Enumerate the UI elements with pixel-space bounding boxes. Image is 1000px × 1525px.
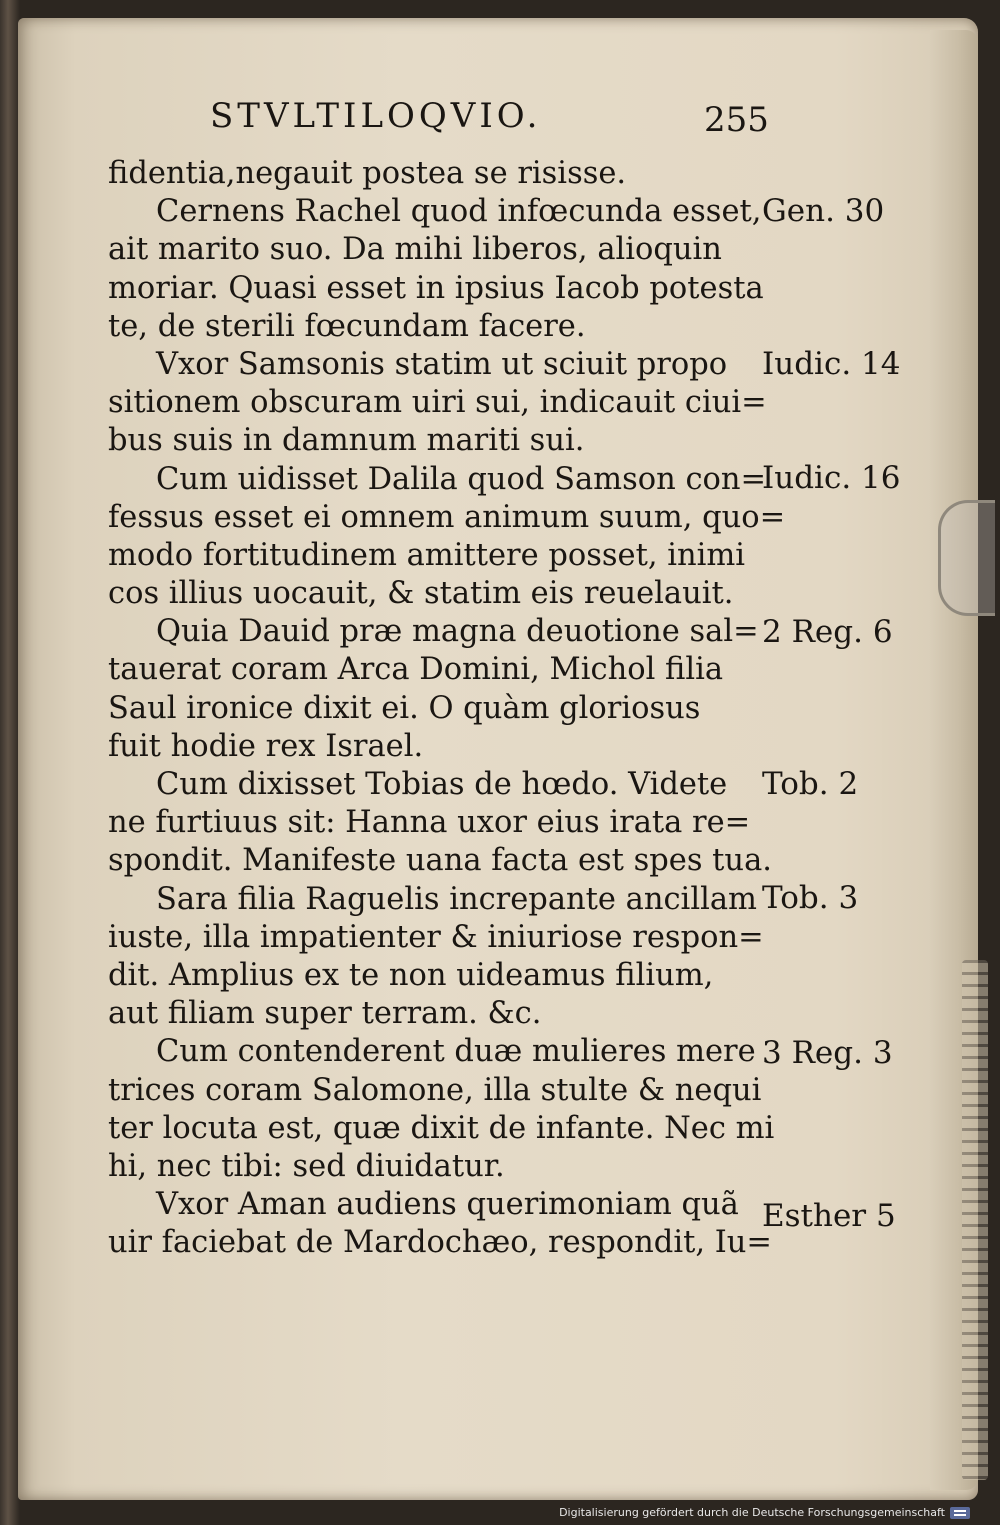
text-line: aut filiam super terram. &c. [108, 996, 542, 1032]
text-line: Sara filia Raguelis increpante ancillam [156, 881, 757, 917]
text-line: moriar. Quasi esset in ipsius Iacob potesta [108, 270, 764, 306]
text-line: dit. Amplius ex te non uideamus filium, [108, 957, 714, 993]
margin-reference: Iudic. 16 [762, 460, 901, 496]
margin-reference: Tob. 3 [762, 880, 859, 916]
credit-text: Digitalisierung gefördert durch die Deutsche Forschungsgemeinschaft [559, 1506, 945, 1519]
page-number: 255 [704, 100, 769, 140]
text-line: iuste, illa impatienter & iniuriose respon= [108, 919, 764, 955]
page-clip [938, 500, 995, 616]
margin-reference: Iudic. 14 [762, 346, 901, 382]
text-line: trices coram Salomone, illa stulte & nequi [108, 1072, 762, 1108]
text-line: modo fortitudinem amittere posset, inimi [108, 537, 746, 573]
text-line: Cernens Rachel quod infœcunda esset, [156, 194, 762, 230]
page-edge-marks [962, 960, 988, 1480]
text-line: ter locuta est, quæ dixit de infante. Nec mi [108, 1110, 775, 1146]
margin-reference: Gen. 30 [762, 193, 885, 229]
margin-reference: Esther 5 [762, 1198, 896, 1234]
text-line: spondit. Manifeste uana facta est spes tua. [108, 843, 772, 879]
text-line: sitionem obscuram uiri sui, indicauit ciui= [108, 385, 767, 421]
text-line: ne furtiuus sit: Hanna uxor eius irata re= [108, 805, 751, 841]
text-line: Vxor Samsonis statim ut sciuit propo [156, 346, 728, 382]
text-line: bus suis in damnum mariti sui. [108, 423, 585, 459]
text-line: cos illius uocauit, & statim eis reuelauit. [108, 576, 734, 612]
text-line: fuit hodie rex Israel. [108, 728, 424, 764]
main-text [108, 155, 786, 1262]
text-line: ait marito suo. Da mihi liberos, alioquin [108, 232, 722, 268]
text-line: fessus esset ei omnem animum suum, quo= [108, 499, 786, 535]
text-line: fidentia,negauit postea se risisse. [108, 156, 627, 191]
text-line: Cum contenderent duæ mulieres mere [156, 1034, 756, 1070]
digitization-credit [559, 1506, 970, 1519]
margin-reference: 2 Reg. 6 [762, 614, 893, 650]
margin-reference: Tob. 2 [762, 766, 859, 802]
text-line: Cum dixisset Tobias de hœdo. Videte [156, 767, 728, 802]
text-line: tauerat coram Arca Domini, Michol filia [108, 652, 724, 688]
margin-reference: 3 Reg. 3 [762, 1035, 893, 1071]
text-line: Saul ironice dixit ei. O quàm gloriosus [108, 690, 701, 726]
text-line: Quia Dauid præ magna deuotione sal= [156, 614, 759, 650]
running-title: STVLTILOQVIO. [210, 96, 542, 136]
text-line: Cum uidisset Dalila quod Samson con= [156, 461, 767, 497]
text-line: te, de sterili fœcundam facere. [108, 308, 586, 344]
dfg-logo-icon [950, 1507, 970, 1519]
text-line: Vxor Aman audiens querimoniam quã [156, 1187, 739, 1223]
text-line: uir faciebat de Mardochæo, respondit, Iu= [108, 1225, 772, 1261]
text-line: hi, nec tibi: sed diuidatur. [108, 1148, 505, 1184]
